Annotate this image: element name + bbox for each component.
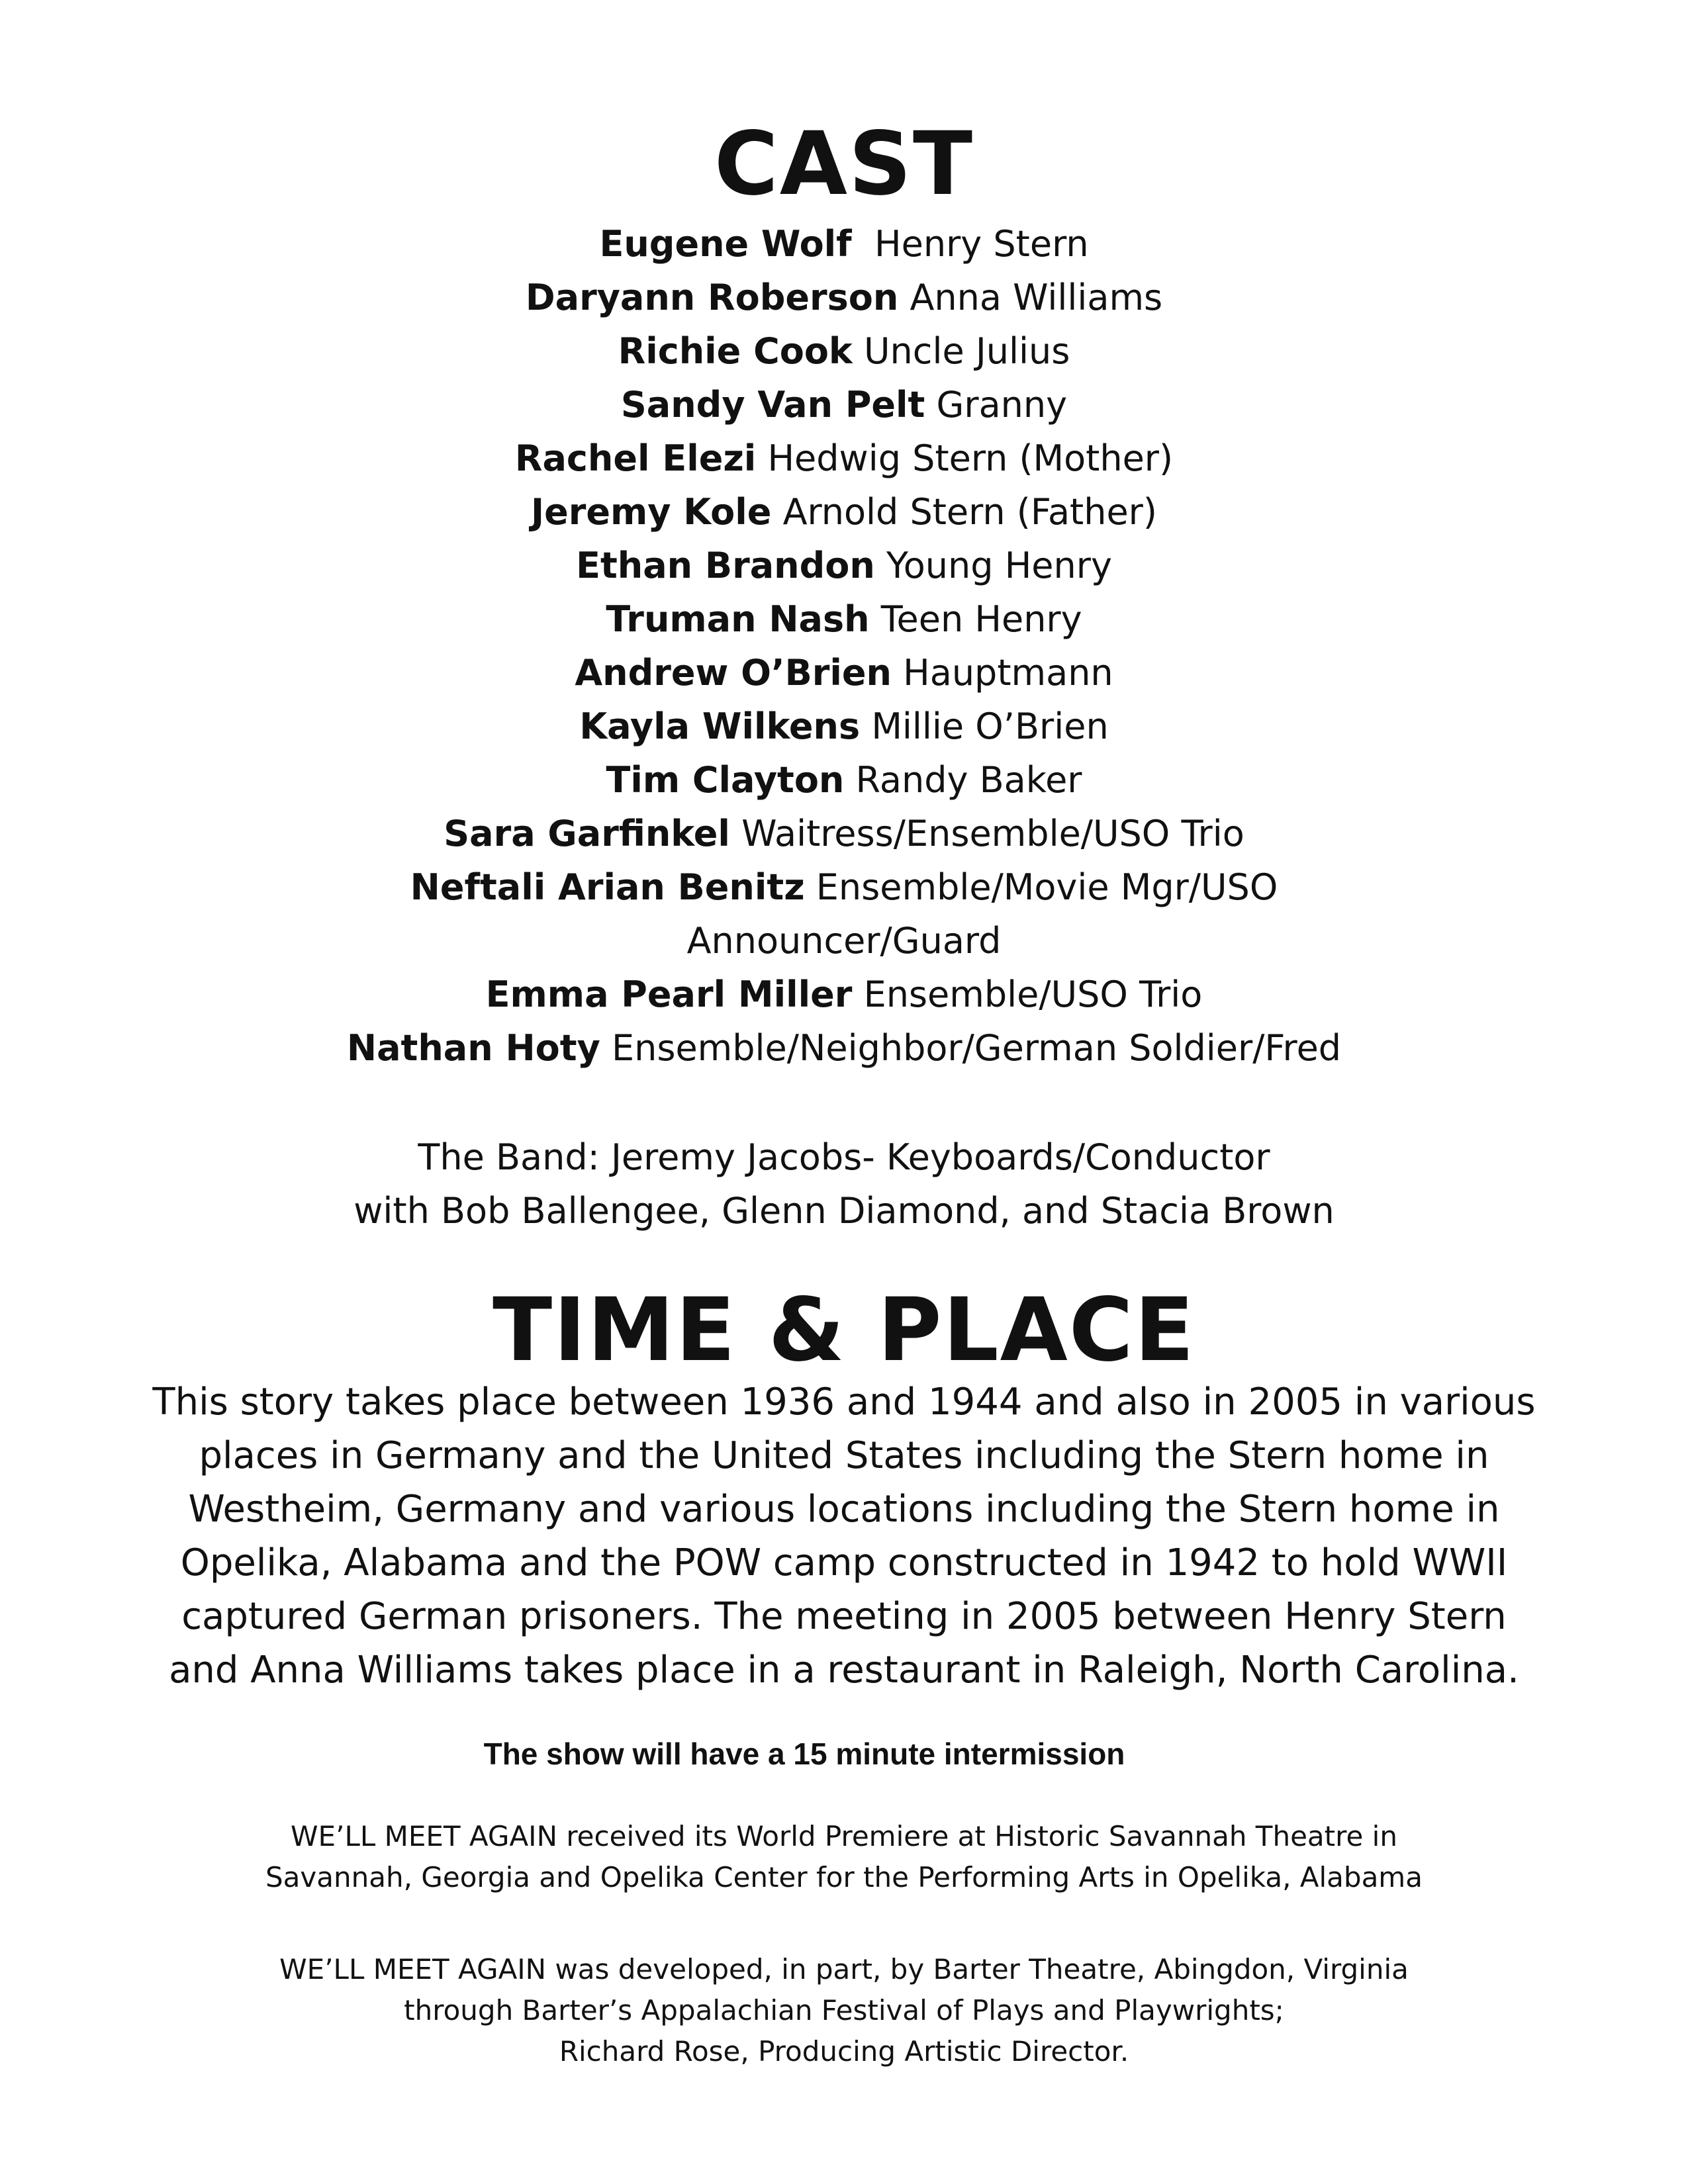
actor-name: Richie Cook (618, 330, 853, 372)
cast-row (0, 432, 1688, 485)
actor-name: Sara Garfinkel (444, 813, 730, 854)
role-name: Henry Stern (874, 223, 1089, 265)
band-line: The Band: Jeremy Jacobs- Keyboards/Conductor (418, 1136, 1270, 1178)
actor-name: Sandy Van Pelt (620, 384, 925, 426)
role-name: Randy Baker (855, 759, 1082, 801)
development-line: Richard Rose, Producing Artistic Director. (559, 2035, 1129, 2068)
band-line: with Bob Ballengee, Glenn Diamond, and Stacia Brown (353, 1190, 1335, 1232)
intermission-note: The show will have a 15 minute intermission (483, 1737, 1125, 1771)
cast-row (0, 539, 1688, 592)
cast-row (0, 271, 1688, 324)
premiere-line: WE’LL MEET AGAIN received its World Premiere at Historic Savannah Theatre in (291, 1820, 1397, 1852)
role-name: Young Henry (886, 545, 1112, 586)
cast-heading: CAST (714, 113, 974, 215)
actor-name: Truman Nash (606, 598, 870, 640)
cast-row (0, 592, 1688, 646)
actor-name: Rachel Elezi (514, 437, 757, 479)
cast-row (0, 700, 1688, 753)
actor-name: Jeremy Kole (531, 491, 772, 533)
cast-row (0, 753, 1688, 807)
time-place-text: This story takes place between 1936 and 1944 and also in 2005 in various places in Germany and the United States including the Stern home in Westheim, Germany and various locations including the Stern home in Opelika, Alabama and the POW camp constructed in 1942 to hold WWII captured German prisoners. The meeting in 2005 between Henry Stern and Anna Williams takes place in a restaurant in Raleigh, North Carolina. (152, 1381, 1536, 1692)
development-line: WE’LL MEET AGAIN was developed, in part, by Barter Theatre, Abingdon, Virginia (279, 1953, 1409, 1985)
actor-name: Daryann Roberson (525, 277, 899, 318)
role-name: Ensemble/Neighbor/German Soldier/Fred (611, 1027, 1342, 1069)
role-name: Uncle Julius (864, 330, 1070, 372)
cast-row (0, 1021, 1688, 1075)
actor-name: Eugene Wolf (599, 223, 852, 265)
role-name: Teen Henry (880, 598, 1082, 640)
band-credits (0, 1130, 1688, 1238)
actor-name: Kayla Wilkens (579, 705, 861, 747)
actor-name: Andrew O’Brien (575, 652, 892, 694)
role-name: Millie O’Brien (871, 705, 1109, 747)
actor-name: Emma Pearl Miller (485, 974, 853, 1015)
cast-row (0, 378, 1688, 432)
cast-list (0, 217, 1688, 1075)
role-name: Waitress/Ensemble/USO Trio (741, 813, 1244, 854)
cast-row (0, 968, 1688, 1021)
cast-row (0, 646, 1688, 700)
cast-row (0, 485, 1688, 539)
role-name: Ensemble/USO Trio (863, 974, 1203, 1015)
development-note (0, 1949, 1688, 2072)
role-name: Granny (936, 384, 1068, 426)
role-name: Ensemble/Movie Mgr/USO Announcer/Guard (686, 866, 1278, 962)
actor-name: Nathan Hoty (346, 1027, 600, 1069)
cast-row (0, 807, 1688, 860)
time-place-heading: TIME & PLACE (492, 1279, 1196, 1381)
actor-name: Neftali Arian Benitz (410, 866, 805, 908)
actor-name: Ethan Brandon (576, 545, 875, 586)
cast-row (0, 324, 1688, 378)
role-name: Hauptmann (903, 652, 1113, 694)
premiere-note (0, 1816, 1688, 1898)
role-name: Anna Williams (910, 277, 1163, 318)
actor-name: Tim Clayton (606, 759, 845, 801)
role-name: Hedwig Stern (Mother) (767, 437, 1174, 479)
premiere-line: Savannah, Georgia and Opelika Center for the Performing Arts in Opelika, Alabama (265, 1861, 1423, 1893)
cast-row (0, 217, 1688, 271)
cast-row (381, 860, 1307, 968)
role-name: Arnold Stern (Father) (782, 491, 1157, 533)
development-line: through Barter’s Appalachian Festival of Plays and Playwrights; (404, 1994, 1284, 2026)
